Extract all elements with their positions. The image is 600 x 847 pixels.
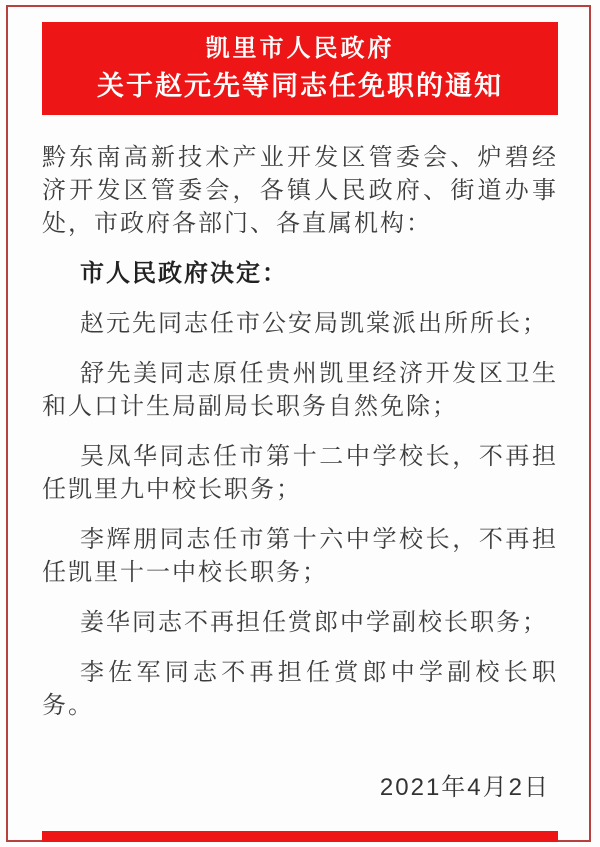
notice-date: 2021年4月2日 xyxy=(379,774,550,801)
notice-body xyxy=(42,141,558,804)
appointment-item: 赵元先同志任市公安局凯棠派出所所长； xyxy=(80,310,548,337)
decision-heading: 市人民政府决定： xyxy=(80,260,288,287)
appointment-item: 姜华同志不再担任赏郎中学副校长职务； xyxy=(80,609,548,636)
notice-title: 关于赵元先等同志任免职的通知 xyxy=(97,71,503,101)
appointment-item: 李辉朋同志任市第十六中学校长，不再担任凯里十一中校长职务； xyxy=(42,526,558,586)
appointment-item: 李佐军同志不再担任赏郎中学副校长职务。 xyxy=(42,659,558,719)
footer-red-bar xyxy=(42,831,558,842)
appointment-item: 吴凤华同志任市第十二中学校长，不再担任凯里九中校长职务； xyxy=(42,443,558,503)
header-banner xyxy=(42,22,558,115)
government-title: 凯里市人民政府 xyxy=(205,35,395,62)
appointment-item: 舒先美同志原任贵州凯里经济开发区卫生和人口计生局副局长职务自然免除； xyxy=(42,360,558,420)
recipients-paragraph: 黔东南高新技术产业开发区管委会、炉碧经济开发区管委会，各镇人民政府、街道办事处，市政府各部门、各直属机构： xyxy=(42,144,558,237)
